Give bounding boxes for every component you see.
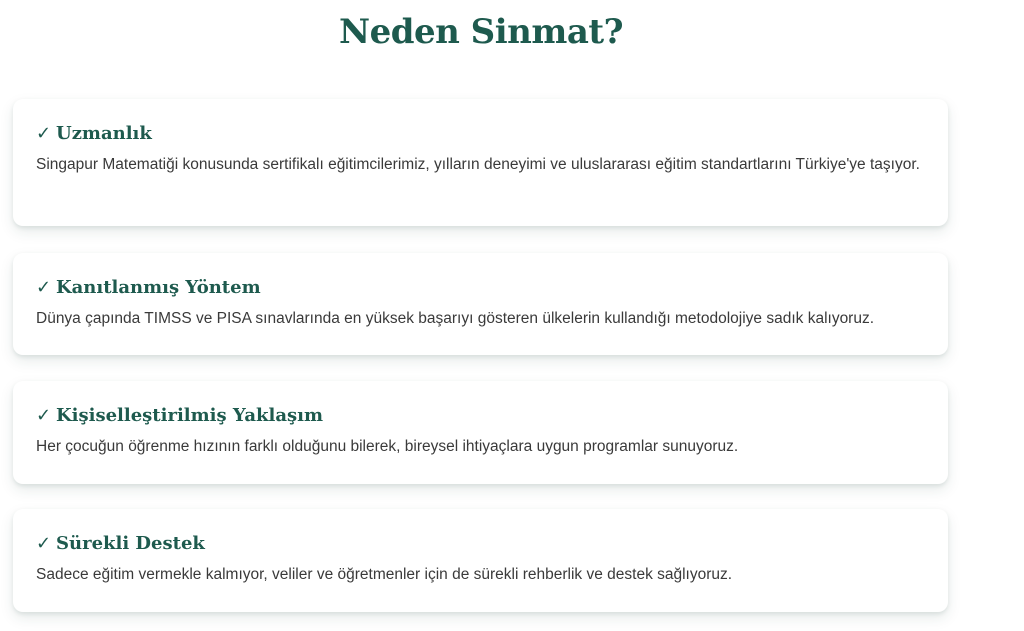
card-title-text: Uzmanlık: [56, 123, 152, 144]
feature-card-kanitlanmis-yontem: [13, 253, 948, 355]
card-description: Dünya çapında TIMSS ve PISA sınavlarında en yüksek başarıyı gösteren ülkelerin kullandığı metodolojiye sadık kalıyoruz.: [36, 310, 875, 327]
section-title: Neden Sinmat?: [339, 12, 623, 52]
card-title: [36, 403, 924, 429]
card-description: Her çocuğun öğrenme hızının farklı olduğunu bilerek, bireysel ihtiyaçlara uygun programlar sunuyoruz.: [36, 438, 739, 455]
card-title: [36, 121, 924, 147]
card-title-text: Kanıtlanmış Yöntem: [56, 277, 261, 298]
card-description: Singapur Matematiği konusunda sertifikalı eğitimcilerimiz, yılların deneyimi ve uluslararası eğitim standartlarını Türkiye'ye taşıyor.: [36, 156, 920, 173]
check-icon: ✓: [36, 123, 52, 144]
feature-card-surekli-destek: [13, 509, 948, 612]
card-title: [36, 531, 924, 557]
card-title: [36, 275, 924, 301]
check-icon: ✓: [36, 405, 52, 426]
check-icon: ✓: [36, 277, 52, 298]
card-title-text: Sürekli Destek: [56, 533, 205, 554]
feature-card-uzmanlik: [13, 99, 948, 226]
feature-card-kisisellestirilmis-yaklasim: [13, 381, 948, 484]
card-title-text: Kişiselleştirilmiş Yaklaşım: [56, 405, 324, 426]
card-description: Sadece eğitim vermekle kalmıyor, veliler ve öğretmenler için de sürekli rehberlik ve destek sağlıyoruz.: [36, 566, 733, 583]
check-icon: ✓: [36, 533, 52, 554]
